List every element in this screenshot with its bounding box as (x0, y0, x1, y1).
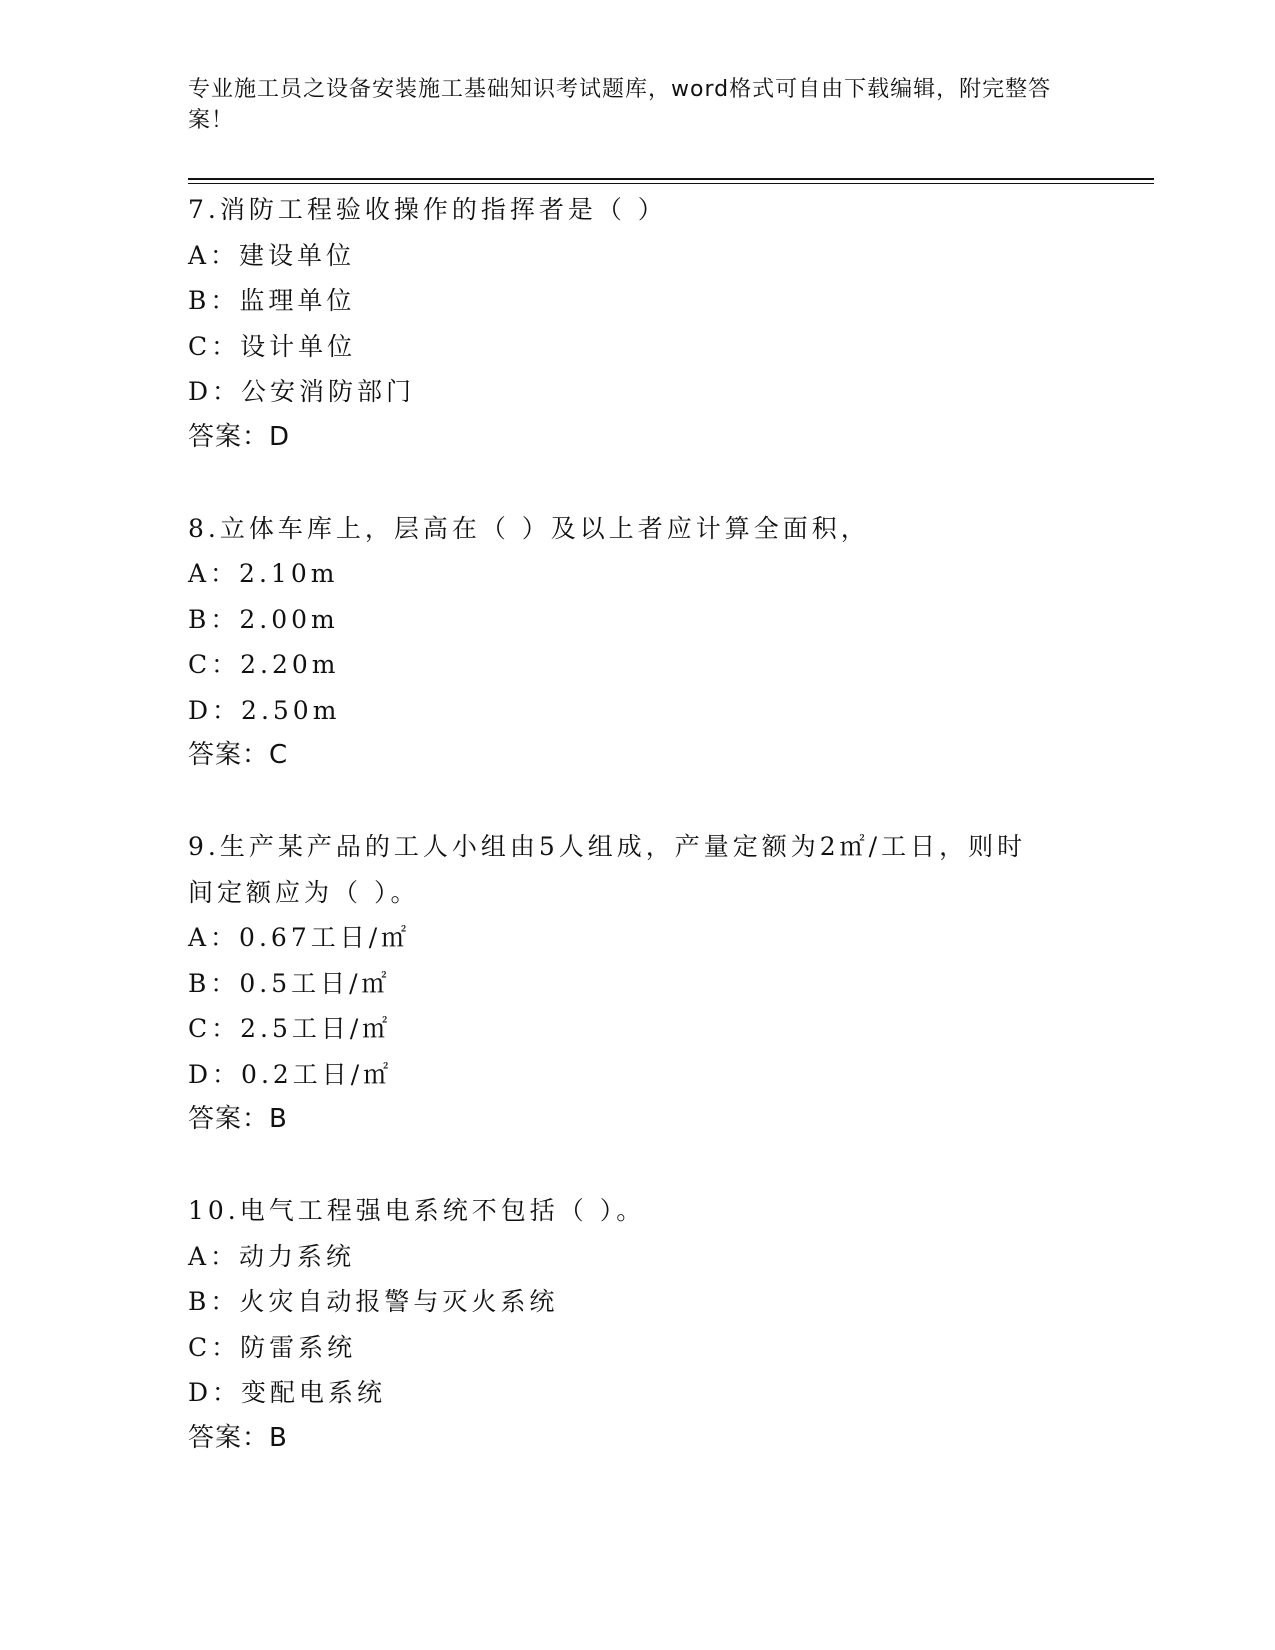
question-gap (188, 1143, 1088, 1189)
option-a: A：动力系统 (188, 1241, 356, 1271)
option-c: C：设计单位 (188, 331, 357, 361)
question-9 (188, 824, 1088, 1143)
question-7 (188, 187, 1088, 460)
question-gap (188, 460, 1088, 506)
option-a: A：建设单位 (188, 240, 356, 270)
answer-line: 答案：C (188, 740, 289, 770)
option-b: B：0.5工日/㎡ (188, 968, 391, 998)
answer-line: 答案：B (188, 1104, 288, 1134)
question-10 (188, 1188, 1088, 1461)
option-c: C：2.20m (188, 650, 340, 679)
option-d: D：公安消防部门 (188, 377, 416, 406)
question-stem: 7.消防工程验收操作的指挥者是（ ） (188, 195, 667, 224)
question-list (188, 187, 1088, 1461)
question-gap (188, 779, 1088, 825)
option-a: A：2.10m (188, 559, 339, 588)
option-a: A：0.67工日/㎡ (188, 923, 411, 952)
header-divider (188, 178, 1154, 184)
option-d: D：2.50m (188, 695, 341, 725)
question-stem: 10.电气工程强电系统不包括（ ）。 (188, 1196, 646, 1225)
option-d: D：0.2工日/㎡ (188, 1059, 393, 1089)
document-header-note: 专业施工员之设备安装施工基础知识考试题库，word格式可自由下载编辑，附完整答案！ (188, 77, 1052, 133)
option-d: D：变配电系统 (188, 1378, 387, 1407)
answer-line: 答案：D (188, 421, 291, 452)
question-stem: 8.立体车库上，层高在（ ）及以上者应计算全面积， (188, 513, 870, 543)
option-c: C：2.5工日/㎡ (188, 1014, 392, 1043)
option-c: C：防雷系统 (188, 1332, 357, 1362)
option-b: B：2.00m (188, 604, 339, 634)
question-stem: 9.生产某产品的工人小组由5人组成，产量定额为2㎡/工日，则时间定额应为（ ）。 (188, 832, 1027, 907)
option-b: B：火灾自动报警与灭火系统 (188, 1287, 559, 1316)
answer-line: 答案：B (188, 1422, 288, 1453)
option-b: B：监理单位 (188, 286, 356, 315)
question-8 (188, 506, 1088, 779)
